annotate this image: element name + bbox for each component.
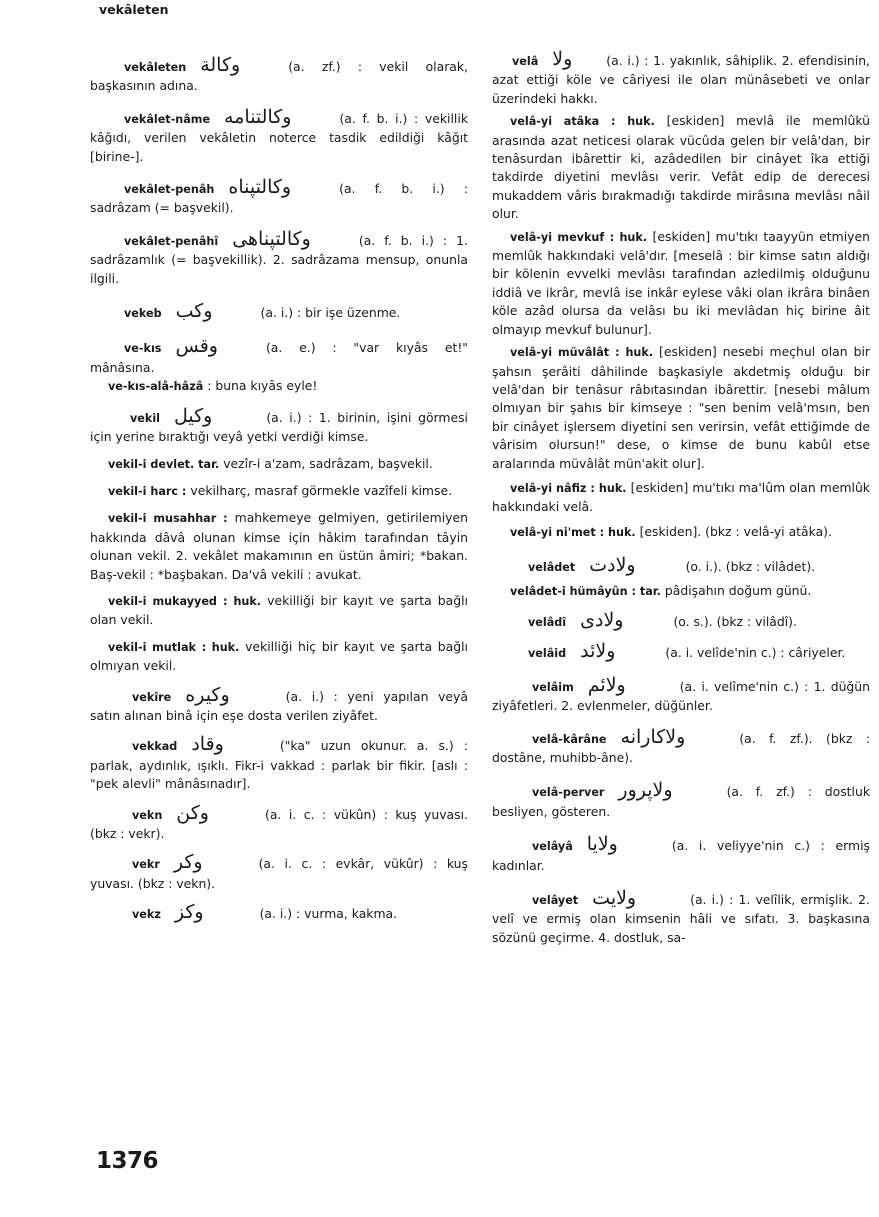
entry-headword: vekîre	[132, 690, 172, 704]
entry-definition: pâdişahın doğum günü.	[664, 582, 812, 598]
entry-definition: vekilliği hiç bir kayıt ve şarta bağlı olmıyan vekil.	[90, 638, 468, 674]
entry-headword: vekâlet-penâh	[124, 183, 215, 197]
entry-arabic-script: ولادى	[580, 608, 624, 631]
entry-headword: velâdet	[528, 561, 576, 575]
running-head: vekâleten	[99, 2, 169, 17]
entry-headword: velâ-yi müvâlât : huk.	[510, 346, 654, 360]
entry-definition: (a. i.) : 1. velîlik, ermişlik. 2. velî ve ermiş olan kimsenin hâli ve sıfatı. 3. başkasına sözünü geçirme. 4. dostluk, sa-	[492, 892, 870, 945]
entry-headword: velâim	[532, 680, 574, 694]
entry-arabic-script: ولائم	[587, 673, 626, 696]
entry-headword: vekeb	[124, 307, 162, 321]
entry-definition: mahkemeye gelmiyen, getirilemiyen hakkında dâvâ olunan kimse için hâkim tarafından tâyin olunan vekil. 2. vekâlet makamının en üstün âmiri; *bakan. Baş-vekil : *başbakan. Da'vâ vekili : avukat.	[90, 510, 468, 582]
entry-definition: (a. i. velîme'nin c.) : 1. düğün ziyâfetleri. 2. evlenmeler, düğünler.	[492, 678, 870, 714]
entry-definition: (a. i.) : vurma, kakma.	[259, 906, 398, 922]
dictionary-entry	[492, 582, 870, 601]
dictionary-entry	[90, 56, 468, 96]
entry-arabic-script: وقس	[175, 335, 218, 358]
entry-definition: (o. s.). (bkz : vilâdî).	[673, 613, 797, 629]
entry-arabic-script: ولادت	[589, 554, 636, 577]
dictionary-entry	[90, 404, 468, 447]
entry-arabic-script: وكز	[174, 901, 204, 924]
entry-headword: vekil-i harc :	[108, 484, 187, 498]
dictionary-entry	[492, 343, 870, 473]
entry-definition: : buna kıyâs eyle!	[207, 378, 318, 394]
entry-headword: velâ	[512, 55, 539, 68]
entry-headword: vekz	[132, 908, 161, 922]
dictionary-entry	[492, 781, 870, 821]
dictionary-entry	[492, 50, 870, 108]
page-number: 1376	[96, 1148, 159, 1174]
entry-definition: (a. zf.) : vekil olarak, başkasının adına.	[90, 59, 468, 94]
entry-definition: (a. f. b. i.) : vekillik kâğıdı, verilen vekâletin noterce tasdik edildiği kâğıt [birine-].	[90, 110, 468, 164]
dictionary-entry	[492, 725, 870, 768]
dictionary-entry	[492, 608, 870, 632]
dictionary-entry	[90, 735, 468, 793]
entry-definition: (a. f. b. i.) : 1. sadrâzamlık (= başvekillik). 2. sadrâzama mensup, onunla ilgili.	[90, 232, 468, 286]
dictionary-entry	[90, 178, 468, 218]
dictionary-entry	[90, 801, 468, 844]
entry-headword: velâ-yi mevkuf : huk.	[510, 230, 648, 244]
entry-arabic-script: وكيره	[185, 683, 230, 706]
entry-arabic-script: وكالتنامه	[224, 105, 292, 128]
entry-headword: velâ-kârâne	[532, 732, 607, 746]
dictionary-entry	[492, 642, 870, 663]
entry-definition: [eskiden] mu'tıkı taayyün etmiyen memlûk hakkındaki velâ'dır. [meselâ : bir kimse satın aldığı bir kölenin evvelki mevlâsı tarafından azledilmiş olduğunu iddiâ ve ikrâr, mevlâ ise inkâr eylese vâki olan ikrâra binâen köle azâd olursa da velâsı bu iki mevlâdan hiç birine âit olmayıp mevkuf bulunur].	[492, 228, 870, 337]
entry-headword: vekâlet-nâme	[124, 112, 211, 126]
dictionary-entry	[90, 482, 468, 501]
entry-headword: vekil-i devlet. tar.	[108, 457, 220, 471]
entry-headword: vekil-i mutlak : huk.	[108, 640, 240, 654]
entry-definition: (a. i.) : 1. yakınlık, sâhiplik. 2. efendisinin, azat ettiği köle ve câriyesi ile olan münâsebeti ve onlar üzerindeki hakkı.	[492, 53, 870, 106]
entry-arabic-script: ولاكارانه	[620, 725, 686, 748]
dictionary-entry	[90, 227, 468, 288]
dictionary-entry	[90, 377, 468, 396]
dictionary-entry	[90, 509, 468, 584]
entry-headword: velâ-yi nâfiz : huk.	[510, 481, 627, 495]
entry-headword: velâ-yi ni'met : huk.	[510, 525, 636, 539]
dictionary-entry	[90, 337, 468, 377]
entry-definition: (a. i.) : 1. birinin, işini görmesi için yerine bıraktığı veyâ yetki verdiği kimse.	[90, 409, 468, 445]
entry-headword: velâ-perver	[532, 786, 605, 800]
entry-definition: [eskiden] nesebi meçhul olan bir şahsın şerâiti dâhilinde başkasiyle akdetmiş olduğu bir velâ'dan bir tenâsur râbıtasından ibârettir. [nesebi mâlum olmıyan bir şahıs bir kimseye : "sen benim velâ'msın, ben bir cinâyet işlersem diyetini sen verirsin, vefât ettiğimde de vârisim olursun!" dese, o kimse de bunu kabûl etse aralarında müvâlât mün'akit olur].	[492, 344, 870, 471]
dictionary-entry	[492, 556, 870, 577]
dictionary-entry	[492, 889, 870, 947]
entry-arabic-script: وكالتپناهى	[232, 227, 311, 250]
entry-headword: velâyet	[532, 894, 579, 908]
entry-definition: vezîr-i a'zam, sadrâzam, başvekil.	[223, 455, 433, 471]
entry-definition: ("ka" uzun okunur. a. s.) : parlak, aydınlık, ışıklı. Fikr-i vakkad : parlak bir fikir. [aslı : "pek alevli" mânâsınadır].	[90, 738, 468, 792]
entry-headword: velâdî	[528, 615, 567, 629]
entry-definition: vekilharç, masraf görmekle vazîfeli kimse.	[190, 482, 453, 498]
entry-headword: ve-kıs-alâ-hâzâ	[108, 380, 204, 394]
entry-headword: vekil-i mukayyed : huk.	[108, 594, 262, 608]
dictionary-entry	[90, 302, 468, 323]
entry-arabic-script: ولا	[552, 48, 573, 70]
dictionary-entry	[90, 638, 468, 676]
dictionary-entry	[90, 105, 468, 166]
entry-headword: vekkad	[132, 740, 178, 754]
entry-arabic-script: ولايت	[592, 887, 637, 910]
entry-definition: (a. f. zf.). (bkz : dostâne, muhibb-âne).	[492, 730, 870, 765]
entry-arabic-script: وكر	[173, 851, 203, 874]
entry-arabic-script: وكيل	[174, 404, 213, 427]
entry-definition: vekilliği bir kayıt ve şarta bağlı olan vekil.	[90, 592, 468, 628]
left-column	[90, 50, 468, 925]
entry-headword: vekâleten	[124, 61, 187, 74]
entry-headword: vekâlet-penâhî	[124, 234, 219, 248]
entry-arabic-script: ولاپرور	[618, 779, 673, 802]
entry-arabic-script: وقاد	[191, 733, 224, 756]
dictionary-entry	[492, 112, 870, 223]
entry-headword: vekil-i musahhar :	[108, 512, 228, 526]
entry-definition: (a. f. zf.) : dostluk besliyen, gösteren.	[492, 784, 870, 819]
dictionary-entry	[90, 853, 468, 893]
dictionary-entry	[492, 673, 870, 716]
entry-definition: (a. i. velîde'nin c.) : câriyeler.	[665, 645, 846, 661]
entry-definition: (a. i. veliyye'nin c.) : ermiş kadınlar.	[492, 838, 870, 873]
entry-headword: ve-kıs	[124, 342, 162, 356]
entry-definition: (a. i.) : yeni yapılan veyâ satın alınan binâ için eşe dosta verilen ziyâfet.	[90, 688, 468, 723]
entry-definition: (o. i.). (bkz : vilâdet).	[685, 559, 816, 575]
dictionary-entry	[90, 455, 468, 474]
entry-arabic-script: وكب	[175, 300, 213, 323]
entry-definition: [eskiden] mu'tıkı ma'lûm olan memlûk hakkındaki velâ.	[492, 479, 870, 515]
dictionary-entry	[90, 592, 468, 630]
entry-headword: velâdet-i hümâyûn : tar.	[510, 584, 661, 598]
entry-definition: (a. i.) : bir işe üzenme.	[260, 305, 401, 321]
entry-definition: (a. e.) : "var kıyâs et!" mânâsına.	[90, 340, 468, 375]
entry-definition: [eskiden]. (bkz : velâ-yi atâka).	[639, 523, 832, 539]
entry-definition: (a. i. c. : vükûn) : kuş yuvası. (bkz : vekr).	[90, 806, 468, 841]
entry-headword: vekn	[132, 808, 163, 822]
entry-headword: velâyâ	[532, 840, 573, 854]
dictionary-entry	[492, 228, 870, 339]
entry-headword: vekr	[132, 858, 160, 872]
dictionary-entry	[492, 479, 870, 517]
entry-headword: velâ-yi atâka : huk.	[510, 115, 655, 129]
entry-arabic-script: وكالة	[200, 54, 241, 76]
entry-definition: (a. i. c. : evkâr, vükûr) : kuş yuvası. (bkz : vekn).	[90, 856, 468, 891]
dictionary-entry	[90, 683, 468, 726]
entry-arabic-script: ولائد	[580, 640, 616, 663]
entry-arabic-script: وكالتپناه	[228, 176, 292, 199]
entry-definition: (a. f. b. i.) : sadrâzam (= başvekil).	[90, 181, 468, 216]
dictionary-entry	[90, 903, 468, 924]
dictionary-entry	[492, 523, 870, 542]
entry-definition: [eskiden] mevlâ ile memlûkü arasında azat neticesi olarak vücûda gelen bir velâ'dan, bir tenâsurdan ibârettir ki, azâdedilen bir cinâyet îka ettiği takdirde diyetini mevlâsı verir. Vefât edip de derecesi mukaddem vâris bırakmadığı takdirde mirâsına mevlâsı nâil olur.	[492, 113, 870, 222]
entry-arabic-script: وكن	[176, 801, 209, 824]
entry-headword: velâid	[528, 647, 567, 661]
entry-arabic-script: ولايا	[586, 833, 618, 856]
entry-headword: vekil	[130, 411, 160, 425]
dictionary-entry	[492, 835, 870, 875]
right-column	[492, 50, 870, 947]
